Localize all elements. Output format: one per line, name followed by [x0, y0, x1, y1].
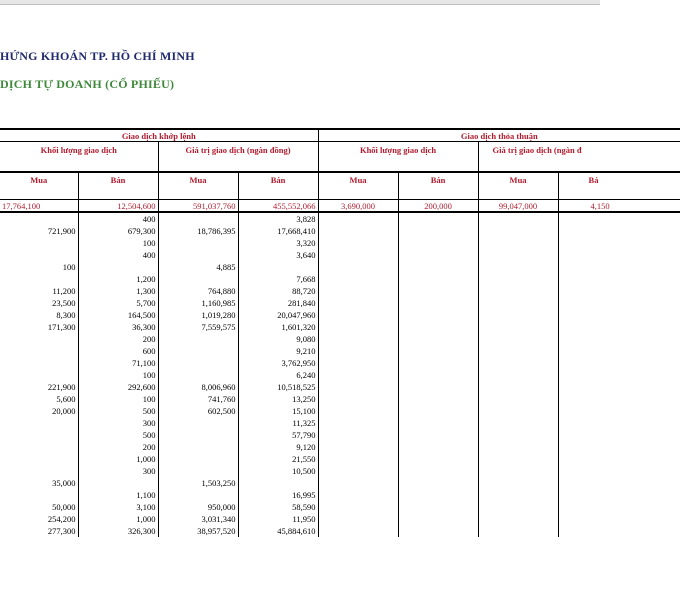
cell-matched-value-sell: 15,100	[238, 405, 318, 417]
cell-matched-value-sell: 17,668,410	[238, 225, 318, 237]
cell-negotiated-volume-buy	[318, 237, 398, 249]
cell-negotiated-volume-buy	[318, 405, 398, 417]
cell-negotiated-volume-buy	[318, 429, 398, 441]
cell-matched-value-sell: 7,668	[238, 273, 318, 285]
cell-matched-volume-buy: 20,000	[52, 406, 76, 417]
cell-negotiated-volume-buy	[318, 417, 398, 429]
cell-matched-value-sell: 281,840	[238, 297, 318, 309]
cell-negotiated-value-sell	[558, 453, 680, 465]
header-buy: Mua	[318, 172, 398, 193]
cell-negotiated-volume-buy	[318, 309, 398, 321]
cell-matched-volume-buy	[0, 453, 78, 465]
cell-matched-volume-buy: 8,300	[56, 310, 76, 321]
cell-negotiated-value-sell	[558, 212, 680, 225]
cell-matched-volume-buy: 721,900	[47, 226, 76, 237]
cell-matched-value-sell: 3,320	[238, 237, 318, 249]
cell-matched-volume-buy: 5,600	[56, 394, 76, 405]
cell-negotiated-value-sell	[558, 381, 680, 393]
cell-matched-value-buy: 18,786,395	[158, 225, 238, 237]
totals-row	[0, 200, 680, 213]
cell-negotiated-volume-buy	[318, 212, 398, 225]
cell-matched-value-buy	[158, 249, 238, 261]
cell-negotiated-volume-buy	[318, 489, 398, 501]
table-row	[0, 249, 680, 261]
cell-negotiated-volume-sell	[398, 441, 478, 453]
cell-matched-volume-sell: 300	[78, 465, 158, 477]
total-negotiated-volume-sell: 200,000	[398, 200, 478, 213]
table-row	[0, 393, 680, 405]
cell-negotiated-value-buy	[478, 417, 558, 429]
cell-matched-volume-buy	[0, 357, 78, 369]
cell-matched-value-buy: 602,500	[158, 405, 238, 417]
cell-negotiated-value-buy	[478, 285, 558, 297]
cell-negotiated-volume-buy	[318, 273, 398, 285]
cell-matched-value-buy: 1,160,985	[158, 297, 238, 309]
cell-matched-volume-buy	[0, 237, 78, 249]
cell-negotiated-value-sell	[558, 477, 680, 489]
cell-matched-value-sell: 3,640	[238, 249, 318, 261]
cell-negotiated-volume-buy	[318, 225, 398, 237]
cell-matched-volume-sell: 400	[78, 212, 158, 225]
cell-negotiated-volume-sell	[398, 525, 478, 537]
table-row	[0, 489, 680, 501]
cell-matched-value-sell: 10,518,525	[238, 381, 318, 393]
cell-negotiated-value-sell	[558, 369, 680, 381]
table-row	[0, 381, 680, 393]
cell-matched-volume-buy	[0, 465, 78, 477]
cell-negotiated-value-buy	[478, 297, 558, 309]
header-negotiated-trading: Giao dịch thỏa thuận	[318, 129, 680, 142]
cell-negotiated-volume-sell	[398, 212, 478, 225]
cell-negotiated-volume-sell	[398, 357, 478, 369]
table-row	[0, 321, 680, 333]
total-matched-value-sell: 455,552,066	[238, 200, 318, 213]
table-row	[0, 441, 680, 453]
cell-negotiated-volume-sell	[398, 249, 478, 261]
cell-matched-value-buy: 764,880	[158, 285, 238, 297]
table-row	[0, 345, 680, 357]
cell-negotiated-volume-sell	[398, 309, 478, 321]
cell-matched-volume-sell: 400	[78, 249, 158, 261]
header-sell: Bá	[558, 172, 680, 193]
trading-table	[0, 128, 680, 537]
cell-negotiated-volume-buy	[318, 285, 398, 297]
cell-negotiated-value-sell	[558, 525, 680, 537]
cell-negotiated-volume-sell	[398, 381, 478, 393]
total-matched-value-buy: 591,037,760	[158, 200, 238, 213]
cell-negotiated-value-sell	[558, 429, 680, 441]
cell-matched-volume-buy	[0, 249, 78, 261]
cell-negotiated-volume-sell	[398, 261, 478, 273]
cell-matched-volume-buy: 221,900	[47, 382, 76, 393]
cell-negotiated-value-buy	[478, 429, 558, 441]
cell-matched-volume-sell: 1,200	[78, 273, 158, 285]
header-sell: Bán	[398, 172, 478, 193]
cell-negotiated-value-sell	[558, 225, 680, 237]
cell-matched-volume-sell: 292,600	[78, 381, 158, 393]
cell-negotiated-value-sell	[558, 405, 680, 417]
cell-negotiated-volume-sell	[398, 285, 478, 297]
cell-matched-value-buy	[158, 489, 238, 501]
cell-matched-value-sell: 57,790	[238, 429, 318, 441]
cell-matched-value-sell: 88,720	[238, 285, 318, 297]
cell-matched-value-buy: 8,006,960	[158, 381, 238, 393]
cell-matched-volume-sell: 5,700	[78, 297, 158, 309]
total-matched-volume-buy: 17,764,100	[0, 200, 78, 213]
table-row	[0, 465, 680, 477]
cell-matched-value-sell: 16,995	[238, 489, 318, 501]
table-row	[0, 273, 680, 285]
cell-negotiated-volume-buy	[318, 393, 398, 405]
cell-negotiated-volume-buy	[318, 525, 398, 537]
cell-negotiated-value-sell	[558, 501, 680, 513]
header-matched-trading: Giao dịch khớp lệnh	[0, 129, 318, 142]
cell-matched-value-buy	[158, 429, 238, 441]
cell-negotiated-volume-sell	[398, 453, 478, 465]
cell-negotiated-value-buy	[478, 321, 558, 333]
cell-matched-volume-buy	[0, 273, 78, 285]
cell-negotiated-volume-buy	[318, 321, 398, 333]
cell-negotiated-volume-buy	[318, 501, 398, 513]
table-row	[0, 357, 680, 369]
cell-negotiated-volume-sell	[398, 297, 478, 309]
table-row	[0, 429, 680, 441]
cell-matched-value-sell: 11,325	[238, 417, 318, 429]
cell-matched-value-buy	[158, 441, 238, 453]
cell-matched-value-sell: 10,500	[238, 465, 318, 477]
cell-matched-value-sell: 1,601,320	[238, 321, 318, 333]
cell-negotiated-value-buy	[478, 309, 558, 321]
cell-matched-volume-buy: 171,300	[47, 322, 76, 333]
cell-matched-volume-sell: 679,300	[78, 225, 158, 237]
cell-matched-value-buy: 4,885	[158, 261, 238, 273]
table-row	[0, 477, 680, 489]
cell-negotiated-value-sell	[558, 489, 680, 501]
header-matched-value: Giá trị giao dịch (ngàn đồng)	[158, 142, 318, 173]
header-buy: Mua	[158, 172, 238, 193]
cell-matched-volume-sell: 100	[78, 369, 158, 381]
cell-negotiated-value-buy	[478, 261, 558, 273]
table-row	[0, 333, 680, 345]
cell-matched-volume-buy	[0, 345, 78, 357]
cell-matched-value-buy: 7,559,575	[158, 321, 238, 333]
cell-negotiated-value-sell	[558, 417, 680, 429]
cell-matched-value-buy: 1,503,250	[158, 477, 238, 489]
cell-matched-volume-buy	[0, 417, 78, 429]
table-row	[0, 309, 680, 321]
cell-matched-value-buy	[158, 237, 238, 249]
cell-matched-volume-buy: 11,200	[52, 286, 76, 297]
table-row	[0, 225, 680, 237]
cell-negotiated-value-buy	[478, 333, 558, 345]
cell-matched-value-sell: 58,590	[238, 501, 318, 513]
cell-negotiated-volume-sell	[398, 393, 478, 405]
cell-negotiated-value-buy	[478, 369, 558, 381]
cell-matched-value-sell: 9,080	[238, 333, 318, 345]
cell-negotiated-value-sell	[558, 393, 680, 405]
cell-negotiated-value-sell	[558, 285, 680, 297]
cell-matched-value-sell: 6,240	[238, 369, 318, 381]
cell-negotiated-value-sell	[558, 273, 680, 285]
table-row	[0, 405, 680, 417]
cell-matched-volume-sell: 200	[78, 441, 158, 453]
cell-matched-value-buy: 950,000	[158, 501, 238, 513]
cell-negotiated-volume-buy	[318, 261, 398, 273]
cell-matched-volume-sell: 1,100	[78, 489, 158, 501]
cell-matched-value-buy	[158, 417, 238, 429]
cell-negotiated-volume-buy	[318, 441, 398, 453]
header-negotiated-value: Giá trị giao dịch (ngàn đ	[478, 142, 680, 173]
cell-matched-volume-sell: 100	[78, 237, 158, 249]
cell-negotiated-value-sell	[558, 321, 680, 333]
cell-negotiated-value-buy	[478, 513, 558, 525]
cell-negotiated-volume-buy	[318, 453, 398, 465]
cell-negotiated-value-buy	[478, 525, 558, 537]
table-row	[0, 285, 680, 297]
cell-matched-value-buy	[158, 453, 238, 465]
table-row	[0, 261, 680, 273]
cell-negotiated-value-sell	[558, 441, 680, 453]
cell-negotiated-value-buy	[478, 345, 558, 357]
table-row	[0, 297, 680, 309]
report-title-section: DỊCH TỰ DOANH (CỔ PHIẾU)	[0, 77, 175, 91]
cell-negotiated-volume-buy	[318, 381, 398, 393]
total-negotiated-volume-buy: 3,690,000	[318, 200, 398, 213]
cell-matched-volume-sell: 36,300	[78, 321, 158, 333]
cell-matched-volume-buy: 254,200	[47, 514, 76, 525]
cell-matched-volume-sell: 1,300	[78, 285, 158, 297]
header-buy: Mua	[478, 172, 558, 193]
cell-negotiated-value-buy	[478, 477, 558, 489]
cell-matched-value-buy	[158, 273, 238, 285]
cell-matched-volume-sell: 1,000	[78, 453, 158, 465]
cell-negotiated-volume-buy	[318, 465, 398, 477]
cell-negotiated-volume-buy	[318, 357, 398, 369]
cell-negotiated-volume-buy	[318, 513, 398, 525]
cell-negotiated-value-sell	[558, 237, 680, 249]
cell-negotiated-value-buy	[478, 441, 558, 453]
cell-negotiated-volume-sell	[398, 273, 478, 285]
cell-matched-volume-buy: 35,000	[52, 478, 76, 489]
cell-matched-value-buy	[158, 369, 238, 381]
cell-negotiated-value-buy	[478, 381, 558, 393]
cell-matched-volume-buy	[0, 489, 78, 501]
cell-negotiated-value-buy	[478, 465, 558, 477]
cell-matched-value-buy: 38,957,520	[158, 525, 238, 537]
cell-negotiated-volume-buy	[318, 297, 398, 309]
cell-negotiated-value-sell	[558, 249, 680, 261]
cell-matched-volume-buy: 23,500	[52, 298, 76, 309]
cell-matched-volume-sell: 1,000	[78, 513, 158, 525]
cell-negotiated-value-sell	[558, 297, 680, 309]
table-row	[0, 453, 680, 465]
cell-matched-value-buy	[158, 333, 238, 345]
cell-matched-value-buy	[158, 345, 238, 357]
cell-matched-value-sell: 21,550	[238, 453, 318, 465]
cell-negotiated-value-buy	[478, 501, 558, 513]
cell-negotiated-volume-sell	[398, 477, 478, 489]
cell-negotiated-volume-buy	[318, 249, 398, 261]
cell-negotiated-volume-sell	[398, 345, 478, 357]
table-row	[0, 212, 680, 225]
cell-negotiated-volume-buy	[318, 333, 398, 345]
cell-matched-value-buy	[158, 465, 238, 477]
window-top-bar	[0, 0, 600, 5]
cell-matched-volume-sell: 100	[78, 393, 158, 405]
cell-matched-volume-sell: 71,100	[78, 357, 158, 369]
cell-matched-value-sell	[238, 477, 318, 489]
cell-negotiated-value-buy	[478, 489, 558, 501]
cell-negotiated-value-buy	[478, 273, 558, 285]
cell-negotiated-value-buy	[478, 237, 558, 249]
cell-negotiated-volume-sell	[398, 225, 478, 237]
cell-matched-value-buy: 1,019,280	[158, 309, 238, 321]
cell-matched-volume-sell: 600	[78, 345, 158, 357]
cell-matched-volume-buy: 50,000	[52, 502, 76, 513]
cell-negotiated-volume-sell	[398, 429, 478, 441]
cell-matched-value-sell: 13,250	[238, 393, 318, 405]
header-negotiated-volume: Khối lượng giao dịch	[318, 142, 478, 173]
cell-matched-value-sell: 9,210	[238, 345, 318, 357]
cell-matched-value-sell: 45,884,610	[238, 525, 318, 537]
table-row	[0, 369, 680, 381]
cell-negotiated-value-buy	[478, 225, 558, 237]
cell-negotiated-volume-sell	[398, 333, 478, 345]
cell-matched-volume-sell	[78, 261, 158, 273]
cell-negotiated-volume-sell	[398, 405, 478, 417]
cell-matched-volume-buy	[0, 333, 78, 345]
cell-negotiated-volume-sell	[398, 369, 478, 381]
table-row	[0, 417, 680, 429]
cell-matched-volume-buy	[0, 212, 78, 225]
table-row	[0, 513, 680, 525]
cell-negotiated-volume-sell	[398, 237, 478, 249]
cell-matched-value-sell: 9,120	[238, 441, 318, 453]
table-row	[0, 237, 680, 249]
cell-matched-volume-buy	[0, 369, 78, 381]
trading-table-container[interactable]	[0, 128, 610, 558]
cell-matched-value-buy	[158, 357, 238, 369]
cell-negotiated-value-sell	[558, 261, 680, 273]
cell-negotiated-volume-sell	[398, 501, 478, 513]
cell-negotiated-value-buy	[478, 249, 558, 261]
cell-matched-value-buy: 741,760	[158, 393, 238, 405]
cell-negotiated-volume-buy	[318, 369, 398, 381]
header-matched-volume: Khối lượng giao dịch	[0, 142, 158, 173]
cell-negotiated-volume-sell	[398, 513, 478, 525]
cell-matched-volume-sell: 164,500	[78, 309, 158, 321]
total-negotiated-value-sell: 4,150	[558, 200, 680, 213]
cell-negotiated-value-sell	[558, 309, 680, 321]
cell-negotiated-volume-sell	[398, 465, 478, 477]
cell-matched-volume-buy	[0, 441, 78, 453]
cell-matched-volume-sell: 300	[78, 417, 158, 429]
cell-matched-volume-sell	[78, 477, 158, 489]
cell-negotiated-value-sell	[558, 333, 680, 345]
cell-negotiated-value-buy	[478, 212, 558, 225]
cell-matched-value-sell: 11,950	[238, 513, 318, 525]
cell-matched-volume-buy: 100	[62, 262, 76, 273]
cell-matched-value-buy	[158, 212, 238, 225]
cell-matched-volume-sell: 3,100	[78, 501, 158, 513]
cell-negotiated-volume-sell	[398, 321, 478, 333]
cell-negotiated-value-sell	[558, 345, 680, 357]
header-sell: Bán	[238, 172, 318, 193]
cell-matched-value-sell	[238, 261, 318, 273]
cell-matched-volume-sell: 500	[78, 429, 158, 441]
cell-negotiated-volume-sell	[398, 417, 478, 429]
cell-matched-volume-buy: 277,300	[47, 526, 76, 537]
data-rows	[0, 212, 680, 537]
header-sell: Bán	[78, 172, 158, 193]
report-title-company: HỨNG KHOÁN TP. HỒ CHÍ MINH	[0, 49, 195, 63]
table-row	[0, 501, 680, 513]
cell-matched-value-sell: 3,828	[238, 212, 318, 225]
header-buy: Mua	[30, 175, 48, 185]
cell-matched-value-sell: 20,047,960	[238, 309, 318, 321]
cell-matched-volume-sell: 200	[78, 333, 158, 345]
cell-negotiated-volume-sell	[398, 489, 478, 501]
cell-negotiated-value-buy	[478, 393, 558, 405]
total-negotiated-value-buy: 99,047,000	[478, 200, 558, 213]
total-matched-volume-sell: 12,504,600	[78, 200, 158, 213]
cell-negotiated-value-sell	[558, 465, 680, 477]
cell-matched-value-buy: 3,031,340	[158, 513, 238, 525]
cell-matched-volume-buy	[0, 429, 78, 441]
cell-negotiated-value-buy	[478, 357, 558, 369]
cell-negotiated-value-sell	[558, 513, 680, 525]
cell-matched-volume-sell: 500	[78, 405, 158, 417]
cell-negotiated-value-sell	[558, 357, 680, 369]
cell-matched-value-sell: 3,762,950	[238, 357, 318, 369]
table-row	[0, 525, 680, 537]
cell-negotiated-value-buy	[478, 453, 558, 465]
cell-negotiated-volume-buy	[318, 477, 398, 489]
cell-negotiated-volume-buy	[318, 345, 398, 357]
cell-negotiated-value-buy	[478, 405, 558, 417]
cell-matched-volume-sell: 326,300	[78, 525, 158, 537]
